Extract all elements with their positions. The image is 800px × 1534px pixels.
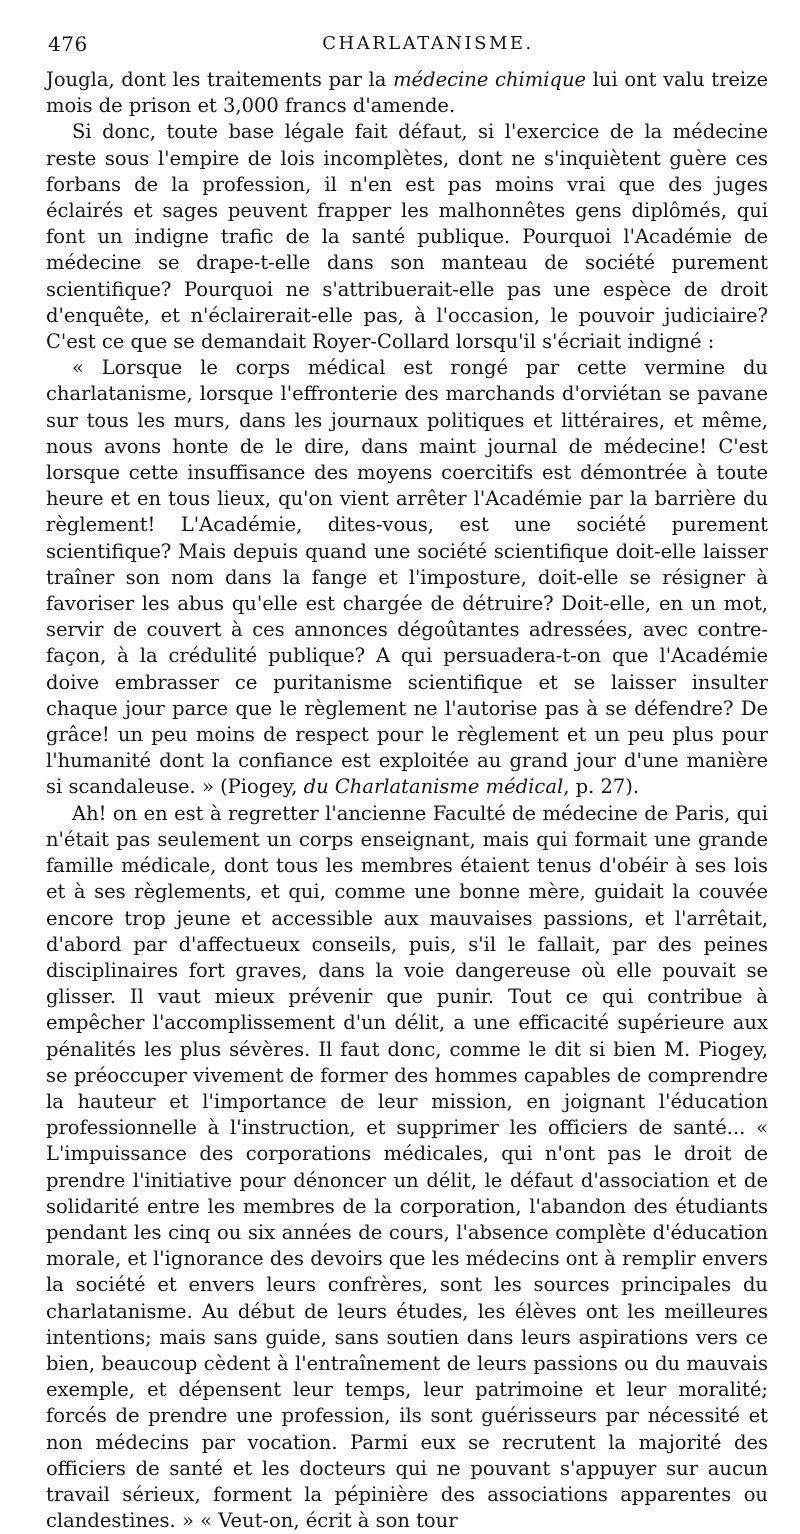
paragraph-text: « Lorsque le corps médical est rongé par cette vermine du charlatanisme, lorsque l'effronterie des marchands d'orviétan se pavane sur tous les murs, dans les journaux politiques et littéraires, et même, nous avons honte de le dire, dans maint journal de médecine! C'est lorsque cette insuffisance des moyens coercitifs est démontrée à toute heure et en tous lieux, qu'on vient arrêter l'Académie par la barrière du règlement! L'Académie, dites-vous, est une société purement scientifique? Mais depuis quand une société scientifique doit-elle laisser traîner son nom dans la fange et l'imposture, doit-elle se résigner à favoriser les abus qu'elle est chargée de détruire? Doit-elle, en un mot, servir de couvert à ces annonces dégoûtantes adressées, avec contre-façon, à la crédulité publique? A qui persuadera-t-on que l'Académie doive embrasser ce puritanisme scientifique et se laisser insulter chaque jour parce que le règlement ne l'autorise pas à se défendre? De grâce! un peu moins de respect pour le règlement et un peu plus pour l'humanité dont la confiance est exploitée au grand jour d'une manière si scandaleuse. » (Piogey,	[46, 356, 768, 799]
running-title: CHARLATANISME.	[322, 33, 534, 54]
paragraph-continuation	[46, 67, 768, 119]
paragraph-text: Jougla, dont les traitements par la	[46, 68, 394, 91]
italic-term: médecine chimique	[393, 68, 587, 91]
body-text	[46, 67, 768, 1534]
paragraph	[46, 801, 768, 1534]
paragraph-text: lui ont valu treize mois de prison et 3,000 francs d'amende.	[46, 68, 768, 118]
paragraph-text: , p. 27).	[563, 775, 640, 799]
quotation-paragraph	[46, 355, 768, 800]
paragraph-text: Si donc, toute base légale fait défaut, si l'exercice de la médecine reste sous l'empire de lois incomplètes, dont ne s'inquiètent guère ces forbans de la profession, il n'en est pas moins vrai que des juges éclairés et sages peuvent frapper les malhonnêtes gens diplômés, qui font un indigne trafic de la santé publique. Pourquoi l'Académie de médecine se drape-t-elle dans son manteau de société purement scientifique? Pourquoi ne s'attribuerait-elle pas une espèce de droit d'enquête, et n'éclairerait-elle pas, à l'occasion, le pouvoir judiciaire? C'est ce que se demandait Royer-Collard lorsqu'il s'écriait indigné :	[46, 120, 768, 354]
paragraph	[46, 119, 768, 355]
running-head	[48, 32, 768, 58]
italic-citation: du Charlatanisme médical	[303, 775, 564, 799]
paragraph-text: Ah! on en est à regretter l'ancienne Faculté de médecine de Paris, qui n'était pas seulement un corps enseignant, mais qui formait une grande famille médicale, dont tous les membres étaient tenus d'obéir à ses lois et à ses règlements, et qui, comme une bonne mère, guidait la couvée encore trop jeune et accessible aux mauvaises passions, et l'arrêtait, d'abord par d'affectueux conseils, puis, s'il le fallait, par des peines disciplinaires fort graves, dans la voie dangereuse où elle pouvait se glisser. Il vaut mieux prévenir que punir. Tout ce qui contribue à empêcher l'accomplissement d'un délit, a une efficacité supérieure aux pénalités les plus sévères. Il faut donc, comme le dit si bien M. Piogey, se préoccuper vivement de former des hommes capables de comprendre la hauteur et l'importance de leur mission, en joignant l'éducation professionnelle à l'instruction, et supprimer les officiers de santé... « L'impuissance des corporations médicales, qui n'ont pas le droit de prendre l'initiative pour dénoncer un délit, le défaut d'association et de solidarité entre les membres de la corporation, l'abandon des étudiants pendant les cinq ou six années de cours, l'absence complète d'éducation morale, et l'ignorance des devoirs que les médecins ont à remplir envers la société et envers leurs confrères, sont les sources principales du charlatanisme. Au début de leurs études, les élèves ont les meilleures intentions; mais sans guide, sans soutien dans leurs aspirations vers ce bien, beaucoup cèdent à l'entraînement de leurs passions ou du mauvais exemple, et dépensent leur temps, leur patrimoine et leur moralité; forcés de prendre une profession, ils sont guérisseurs par nécessité et non médecins par vocation. Parmi eux se recrutent la majorité des officiers de santé et les docteurs qui ne pouvant s'appuyer sur aucun travail sérieux, forment la pépinière des associations apparentes ou clandestines. » « Veut-on, écrit à son tour	[46, 801, 768, 1533]
page-number: 476	[48, 32, 88, 56]
